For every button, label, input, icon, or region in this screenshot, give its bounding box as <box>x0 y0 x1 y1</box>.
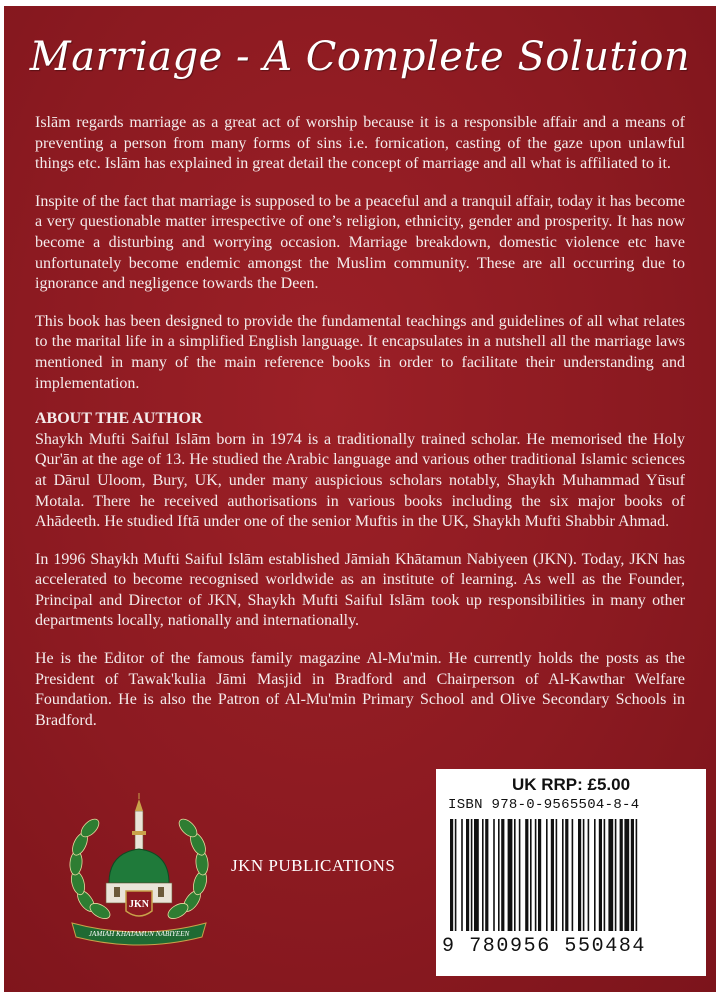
ribbon-banner-icon <box>72 923 206 945</box>
logo-initials: JKN <box>129 899 149 910</box>
price-label: UK RRP: £5.00 <box>511 775 631 794</box>
barcode-bar <box>514 819 516 931</box>
barcode-bar <box>636 819 638 931</box>
laurel-left-icon <box>69 816 113 922</box>
author-paragraph: Shaykh Mufti Saiful Islām born in 1974 is a traditionally trained scholar. He memorised the Holy Qur'ān at the age of 13. He studied the Arabic language and various other traditional Islamic sciences at Dārul Uloom, Bury, UK, under many auspicious scholars notably, Shaykh Muhammad Yūsuf Motala. There he received authorisations in various books including the six major books of Ahādeeth. He studied Iftā under one of the senior Muftis in the UK, Shaykh Mufti Shabbir Ahmad. <box>35 430 685 531</box>
barcode-bar <box>508 819 513 931</box>
barcode-bar <box>594 819 596 931</box>
barcode-bar <box>538 819 541 931</box>
book-back-cover <box>4 6 716 992</box>
barcode-bar <box>450 819 453 931</box>
barcode-bar <box>631 819 634 931</box>
about-author-heading: ABOUT THE AUTHOR <box>35 410 203 428</box>
blurb-paragraph: This book has been designed to provide the fundamental teachings and guidelines of all what relates to the marital life in a simplified English language. It encapsulates in a nutshell all the marriage laws mentioned in many of the main reference books in order to facilitate their understanding and implementation. <box>35 312 685 392</box>
barcode-bar <box>556 819 558 931</box>
author-paragraph: He is the Editor of the famous family magazine Al-Mu'min. He currently holds the posts as the President of Tawak'kulia Jāmi Masjid in Bradford and Chairperson of Al-Kawthar Welfare Foundation. He is also the Patron of Al-Mu'min Primary School and Olive Secondary Schools in Bradford. <box>35 650 685 729</box>
barcode-bar <box>620 819 623 931</box>
barcode-bar <box>588 819 590 931</box>
barcode-bar <box>466 819 469 931</box>
author-paragraph: In 1996 Shaykh Mufti Saiful Islām established Jāmiah Khātamun Nabiyeen (JKN). Today, JKN has accelerated to become recognised worldwide as an institute of learning. As well as the Founder, Principal and Director of JKN, Shaykh Mufti Saiful Islām took up responsibilities in many other departments locally, nationally and internationally. <box>35 550 685 630</box>
barcode-bar <box>535 819 537 931</box>
barcode-bar <box>583 819 585 931</box>
barcode-bar <box>525 819 528 931</box>
barcode-bar <box>482 819 484 931</box>
barcode-bar <box>519 819 521 931</box>
laurel-right-icon <box>165 816 209 922</box>
barcode-bar <box>530 819 532 931</box>
isbn-text: ISBN 978-0-9565504-8-4 <box>448 797 640 813</box>
barcode-label <box>436 769 706 976</box>
barcode-bar <box>498 819 500 931</box>
barcode-bar <box>599 819 602 931</box>
barcode-bar <box>471 819 473 931</box>
blurb-paragraph: Inspite of the fact that marriage is supposed to be a peaceful and a tranquil affair, today it has become a very questionable matter irrespective of one’s religion, ethnicity, gender and prosperity. It has now become a disturbing and worrying occasion. Marriage breakdown, domestic violence etc have unfortunately become endemic amongst the Muslim community. These are all occurring due to ignorance and negligence towards the Deen. <box>35 192 685 293</box>
barcode-bar <box>578 819 581 931</box>
jkn-emblem-logo <box>64 791 214 946</box>
logo-ribbon-text: JAMIAH KHATAMUN NABIYEEN <box>88 930 190 938</box>
barcode-bars <box>450 819 692 943</box>
barcode-bar <box>615 819 617 931</box>
jkn-shield-icon <box>126 891 152 916</box>
barcode-bar <box>546 819 548 931</box>
barcode-bar <box>624 819 629 931</box>
blurb-paragraph: Islām regards marriage as a great act of worship because it is a responsible affair and a means of preventing a person from many forms of sins i.e. fornication, casting of the gaze upon unlawful things etc. Islām has explained in great detail the concept of marriage and all what is affiliated to it. <box>35 114 685 173</box>
publisher-name: JKN PUBLICATIONS <box>231 856 396 875</box>
barcode-bar <box>562 819 564 931</box>
barcode-bar <box>608 819 613 931</box>
barcode-bar <box>455 819 457 931</box>
barcode-bar <box>572 819 574 931</box>
book-title: Marriage - A Complete Solution <box>29 34 691 80</box>
barcode-bar <box>565 819 568 931</box>
barcode-bar <box>485 819 488 931</box>
barcode-bar <box>461 819 463 931</box>
barcode-digits: 9 780956 550484 <box>442 935 647 958</box>
barcode-bar <box>474 819 479 931</box>
blurb-text <box>35 113 685 748</box>
barcode-bar <box>501 819 504 931</box>
barcode-bar <box>493 819 495 931</box>
barcode-bar <box>551 819 554 931</box>
barcode-bar <box>604 819 606 931</box>
